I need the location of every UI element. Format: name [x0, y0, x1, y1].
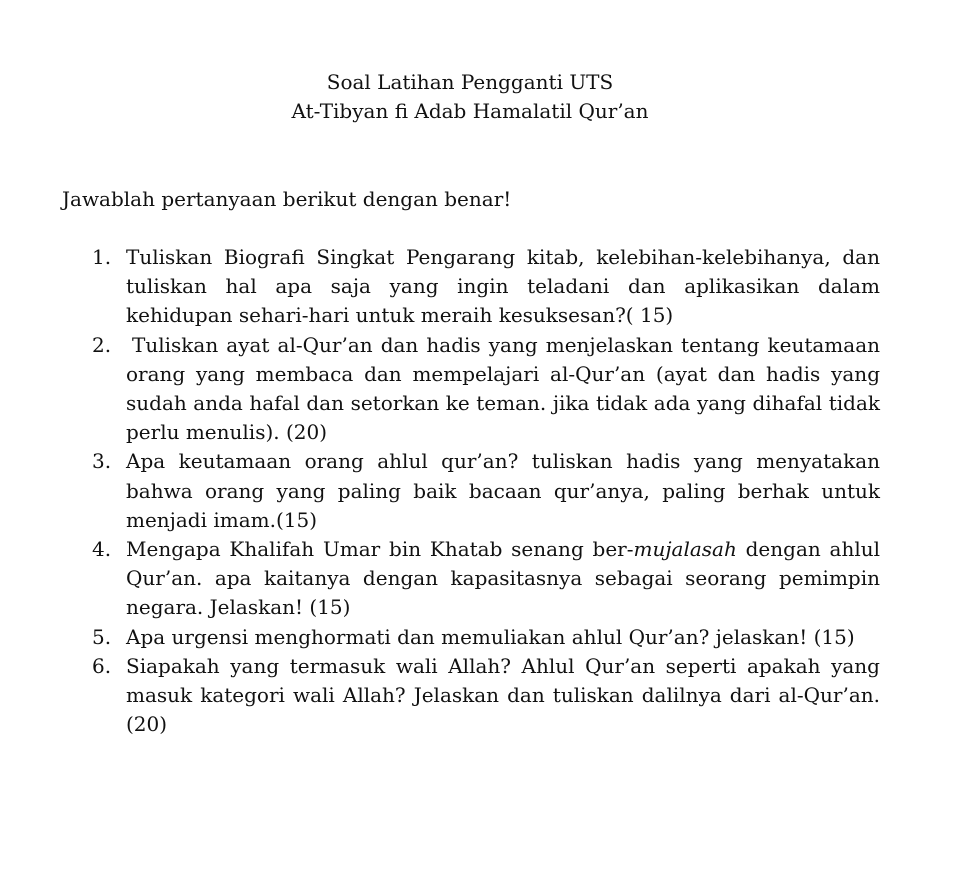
italic-term: mujalasah: [633, 537, 737, 562]
question-text: Siapakah yang termasuk wali Allah? Ahlul Qur’an seperti apakah yang masuk kategori wali Allah? Jelaskan dan tuliskan dalilnya dari al-Qur’an. (20): [126, 653, 880, 737]
question-item-3: [92, 447, 880, 535]
question-text: [126, 535, 880, 623]
question-number: 6.: [92, 653, 112, 678]
page-subtitle: At-Tibyan fi Adab Hamalatil Qur’an: [291, 99, 649, 123]
question-item-2: [92, 331, 880, 448]
question-number: 4.: [92, 537, 112, 562]
page-title: Soal Latihan Pengganti UTS: [326, 70, 614, 94]
question-item-4: [92, 535, 880, 623]
question-text-part: Mengapa Khalifah Umar bin Khatab senang ber-: [126, 537, 634, 562]
question-text-part: dengan ahlul Qur’an. apa kaitanya dengan kapasitasnya sebagai seorang pemimpin negara. Jelaskan! (15): [126, 537, 880, 620]
question-item-6: [92, 652, 880, 740]
question-text: Apa urgensi menghormati dan memuliakan ahlul Qur’an? jelaskan! (15): [126, 624, 855, 649]
question-number: 2.: [92, 332, 112, 357]
title-block: [0, 68, 940, 126]
question-number: 1.: [92, 245, 112, 269]
question-text: Tuliskan Biografi Singkat Pengarang kitab, kelebihan-kelebihanya, dan tuliskan hal apa saja yang ingin teladani dan aplikasikan dalam kehidupan sehari-hari untuk meraih kesuksesan?( 15): [126, 245, 880, 328]
question-text: Tuliskan ayat al-Qur’an dan hadis yang menjelaskan tentang keutamaan orang yang membaca dan mempelajari al-Qur’an (ayat dan hadis yang sudah anda hafal dan setorkan ke teman. jika tidak ada yang dihafal tidak perlu menulis). (20): [126, 332, 880, 445]
instruction-text: Jawablah pertanyaan berikut dengan benar!: [62, 187, 512, 211]
question-item-1: [92, 243, 880, 331]
question-number: 5.: [92, 624, 112, 649]
question-list: [92, 243, 880, 739]
question-item-5: [92, 623, 880, 652]
question-text: Apa keutamaan orang ahlul qur’an? tuliskan hadis yang menyatakan bahwa orang yang paling baik bacaan qur’anya, paling berhak untuk menjadi imam.(15): [126, 449, 880, 532]
question-number: 3.: [92, 449, 112, 474]
